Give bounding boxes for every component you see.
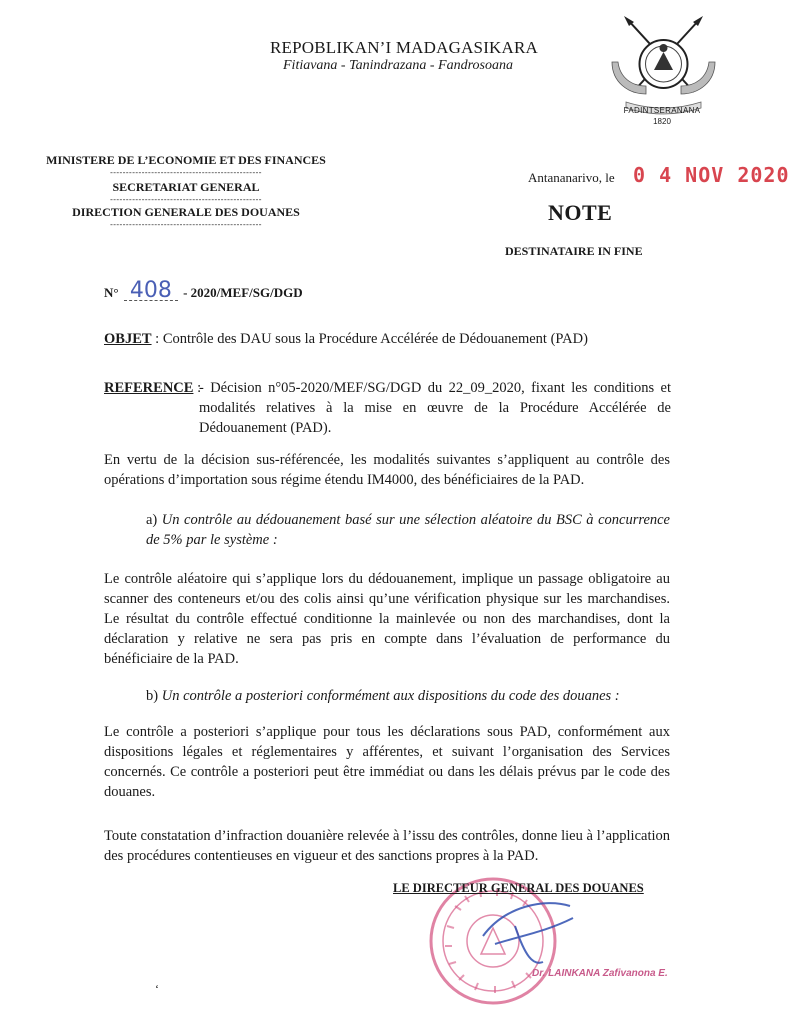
point-a <box>146 510 670 550</box>
objet-text: : Contrôle des DAU sous la Procédure Accélérée de Dédouanement (PAD) <box>151 331 588 347</box>
paragraph-post-control: Le contrôle a posteriori s’applique pour tous les déclarations sous PAD, conformément aux dispositions légales et réglementaires y afférentes, et suivant l’organisation des Services concernés. Ce contrôle a posteriori peut être immédiat ou dans les délais prévus par le code des douanes. <box>104 724 670 800</box>
margin-mark: ‘ <box>155 982 159 996</box>
republic-motto: Fitiavana - Tanindrazana - Fandrosoana <box>283 58 513 73</box>
reference-label: REFERENCE <box>104 380 194 396</box>
point-b-text: Un contrôle a posteriori conformément aux dispositions du code des douanes : <box>161 688 620 704</box>
point-a-text: Un contrôle au dédouanement basé sur une sélection aléatoire du BSC à concurrence de 5% par le système : <box>146 512 670 548</box>
secretariat-name: SECRETARIAT GENERAL <box>112 180 260 194</box>
note-number <box>104 278 303 303</box>
reference-sep: : <box>193 380 202 396</box>
point-a-prefix: a) <box>146 512 162 528</box>
number-suffix: - 2020/MEF/SG/DGD <box>183 285 303 300</box>
directorate-name: DIRECTION GENERALE DES DOUANES <box>72 205 300 219</box>
recipient-line: DESTINATAIRE IN FINE <box>505 244 643 258</box>
ministry-name: MINISTERE DE L’ECONOMIE ET DES FINANCES <box>46 153 326 167</box>
dateline-city: Antananarivo, le <box>528 170 615 185</box>
note-title: NOTE <box>548 200 613 225</box>
seal-year: 1820 <box>653 117 671 126</box>
separator: ------------------------------------------------ <box>110 220 262 229</box>
paragraph-random-control: Le contrôle aléatoire qui s’applique lors du dédouanement, implique un passage obligatoire au scanner des conteneurs et/ou des colis ainsi qu’une vérification physique sur les marchandises. Le résultat du contrôle effectué conditionne la mainlevée ou non des marchandises, dont la déclaration y relative ne sera pas pris en compte dans l’évaluation de performance du bénéficiaire de la PAD. <box>104 571 670 667</box>
number-handwritten: 408 <box>124 282 178 301</box>
stamped-signer-name: Dr. LAINKANA Zafivanona E. <box>532 968 668 979</box>
point-b <box>146 686 670 706</box>
republic-title: REPOBLIKAN’I MADAGASIKARA <box>270 38 539 57</box>
reference-text: - Décision n°05-2020/MEF/SG/DGD du 22_09_2020, fixant les conditions et modalités relatives à la mise en œuvre de la Procédure Accélérée de Dédouanement (PAD). <box>199 380 671 436</box>
reference-label-line <box>104 378 201 398</box>
paragraph-intro: En vertu de la décision sus-référencée, les modalités suivantes s’appliquent au contrôle des opérations d’importation sous régime étendu IM4000, des bénéficiaires de la PAD. <box>104 452 670 488</box>
signer-title: LE DIRECTEUR GENERAL DES DOUANES <box>393 881 644 895</box>
paragraph-infractions: Toute constatation d’infraction douanière relevée à l’issu des contrôles, donne lieu à l’application des procédures contentieuses en vigueur et des sanctions propres à la PAD. <box>104 828 670 864</box>
separator: ------------------------------------------------ <box>110 195 262 204</box>
objet-line <box>104 329 664 349</box>
ministry-block <box>36 153 336 230</box>
objet-label: OBJET <box>104 331 152 347</box>
seal-caption: FADINTSERANANA <box>623 106 701 115</box>
date-stamp: 0 4 NOV 2020 <box>633 163 790 187</box>
number-prefix: N° <box>104 285 119 300</box>
point-b-prefix: b) <box>146 688 162 704</box>
separator: ------------------------------------------------ <box>110 168 262 177</box>
